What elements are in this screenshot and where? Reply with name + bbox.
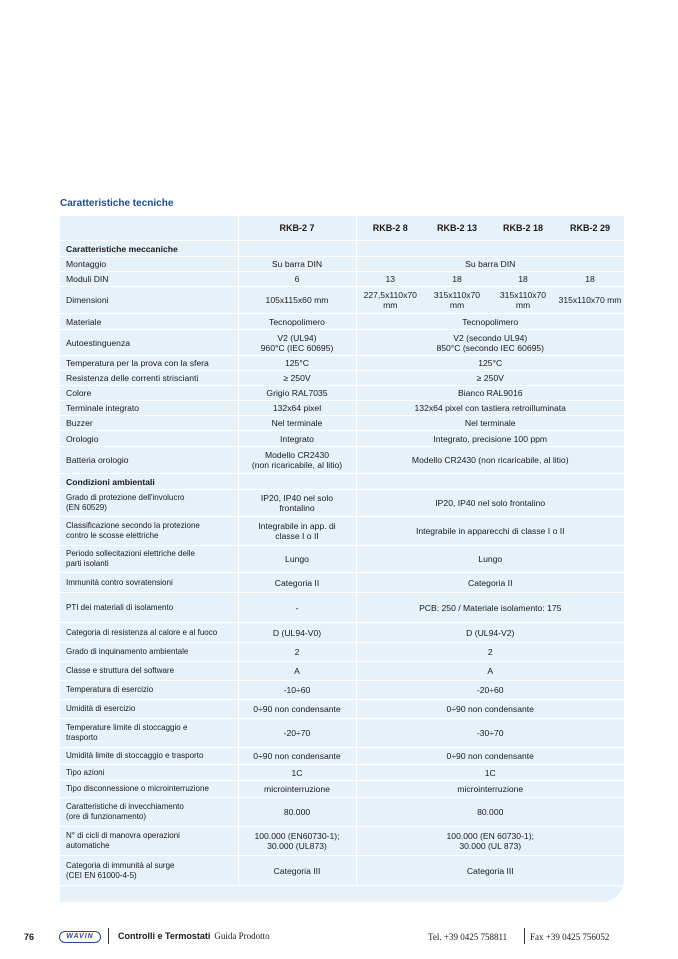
table-row: Temperatura di esercizio -10÷60 -20÷60 [60,681,624,700]
table-row: Tipo disconnessione o microinterruzione microinterruzione microinterruzione [60,781,624,798]
footer-title: Controlli e Termostati Guida Prodotto [118,931,270,941]
table-row: Colore Grigio RAL7035 Bianco RAL9016 [60,386,624,401]
specs-table [60,216,624,902]
table-row: Montaggio Su barra DIN Su barra DIN [60,257,624,272]
table-row: Resistenza delle correnti striscianti ≥ 250V ≥ 250V [60,371,624,386]
wavin-logo: WAVIN [59,931,101,943]
group-heading-mechanical: Caratteristiche meccaniche [60,241,238,257]
table-row: PTI dei materiali di isolamento - PCB: 250 / Materiale isolamento: 175 [60,593,624,623]
page-number: 76 [24,932,35,942]
table-row: Classificazione secondo la protezione contro le scosse elettriche Integrabile in app. di classe I o II Integrabile in apparecchi di classe I o II [60,517,624,546]
table-row: Immunità contro sovratensioni Categoria II Categoria II [60,573,624,593]
table-row: Temperature limite di stoccaggio e trasporto -20÷70 -30÷70 [60,719,624,748]
header-empty [60,216,238,241]
group-heading-environmental: Condizioni ambientali [60,474,238,490]
table-row: Categoria di resistenza al calore e al fuoco D (UL94-V0) D (UL94-V2) [60,623,624,643]
col-header-rkb-2-7: RKB-2 7 [238,216,356,241]
col-header-rkb-2-18: RKB-2 18 [490,216,556,241]
table-row: Batteria orologio Modello CR2430 (non ricaricabile, al litio) Modello CR2430 (non ricaricabile, al litio) [60,447,624,474]
table-row: Autoestinguenza V2 (UL94) 960°C (IEC 60695) V2 (secondo UL94) 850°C (secondo IEC 60695) [60,330,624,356]
col-header-rkb-2-29: RKB-2 29 [556,216,624,241]
table-row: N° di cicli di manovra operazioni automatiche 100.000 (EN60730-1); 30.000 (UL873) 100.000 (EN 60730-1); 30.000 (UL 873) [60,827,624,856]
section-title: Caratteristiche tecniche [60,198,174,209]
table-row: Caratteristiche di invecchiamento (ore di funzionamento) 80.000 80.000 [60,798,624,827]
table-row: Grado di protezione dell'involucro (EN 60529) IP20, IP40 nel solo frontalino IP20, IP40 nel solo frontalino [60,490,624,517]
col-header-rkb-2-8: RKB-2 8 [356,216,424,241]
table-row: Dimensioni 105x115x60 mm 227,5x110x70 mm 315x110x70 mm 315x110x70 mm 315x110x70 mm [60,287,624,314]
table-row: Categoria di immunità al surge (CEI EN 61000-4-5) Categoria III Categoria III [60,856,624,886]
page-footer [0,926,678,946]
footer-divider [108,928,109,944]
col-header-rkb-2-13: RKB-2 13 [424,216,490,241]
table-row: Periodo sollecitazioni elettriche delle parti isolanti Lungo Lungo [60,546,624,573]
table-row: Moduli DIN 6 13 18 18 18 [60,272,624,287]
table-row: Orologio Integrato Integrato, precisione 100 ppm [60,431,624,447]
table-header-row [60,216,624,241]
table-row: Grado di inquinamento ambientale 2 2 [60,643,624,662]
footer-divider-2 [524,928,525,944]
footer-phone: Tel. +39 0425 758811 [428,932,508,942]
table-row: Umidità limite di stoccaggio e trasporto 0÷90 non condensante 0÷90 non condensante [60,748,624,765]
table-row: Umidità di esercizio 0÷90 non condensante 0÷90 non condensante [60,700,624,719]
table-row: Materiale Tecnopolimero Tecnopolimero [60,314,624,330]
table-row: Classe e struttura del software A A [60,662,624,681]
table-row: Terminale integrato 132x64 pixel 132x64 pixel con tastiera retroilluminata [60,401,624,416]
table-row: Temperatura per la prova con la sfera 125°C 125°C [60,356,624,371]
table-row: Buzzer Nel terminale Nel terminale [60,416,624,431]
table-row: Tipo azioni 1C 1C [60,765,624,781]
footer-fax: Fax +39 0425 756052 [530,932,610,942]
